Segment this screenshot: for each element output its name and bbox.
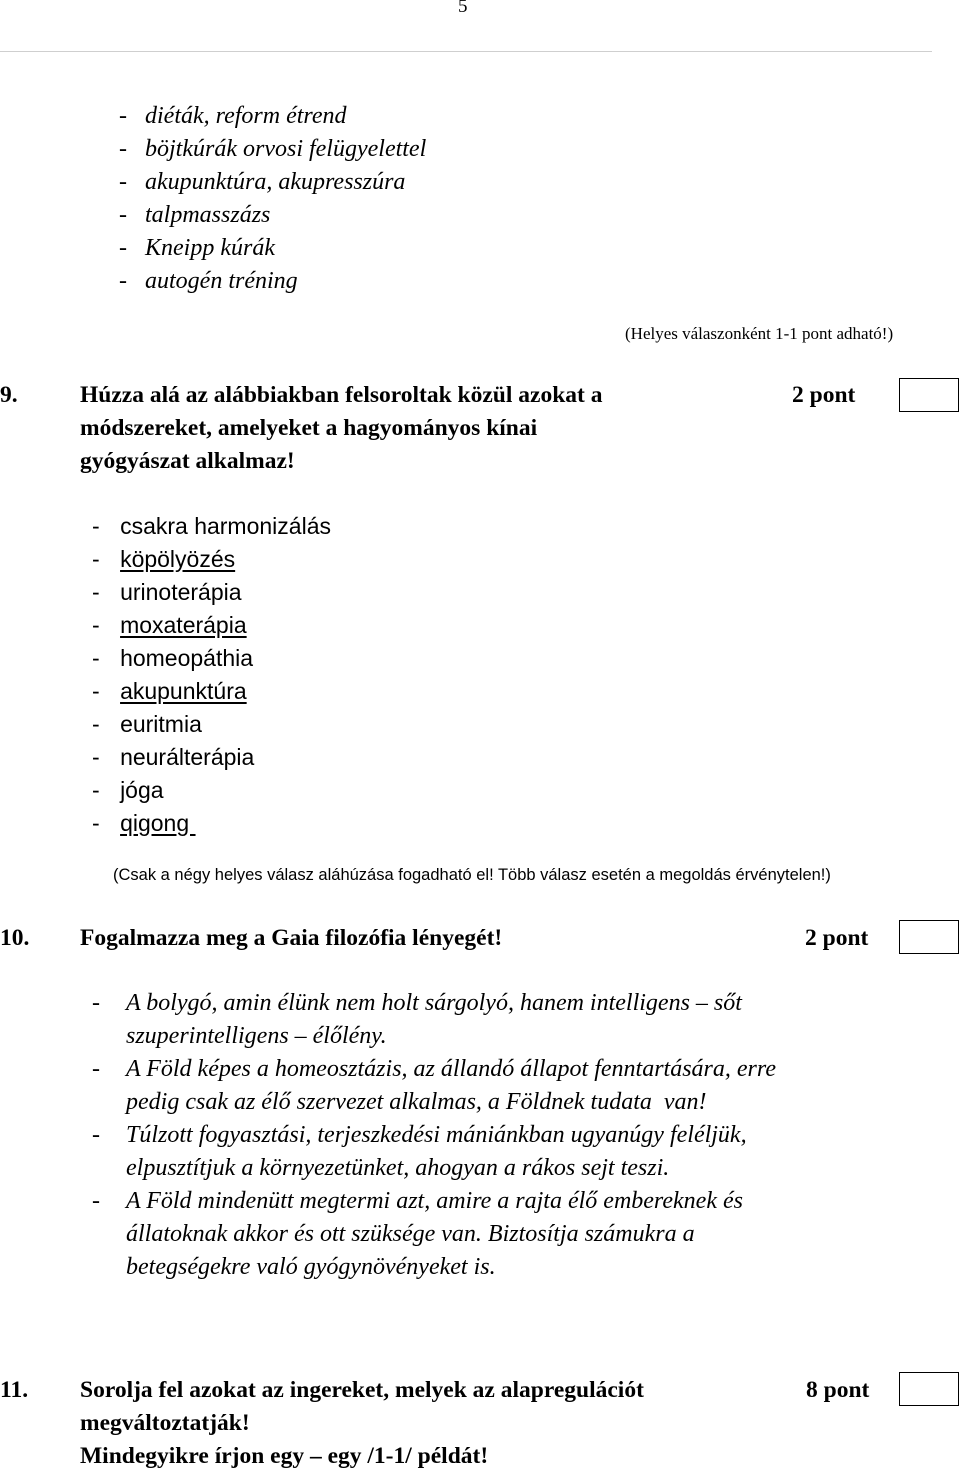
option-label: euritmia [120, 711, 202, 737]
question-text: Fogalmazza meg a Gaia filozófia lényegét! [80, 925, 503, 951]
score-box[interactable] [899, 920, 959, 954]
answer-line: pedig csak az élő szervezet alkalmas, a Földnek tudata van! [126, 1089, 707, 1115]
list-item-label: autogén tréning [145, 268, 298, 294]
answer-line: A Föld mindenütt megtermi azt, amire a rajta élő embereknek és [126, 1188, 743, 1214]
question-number: 9. [0, 382, 18, 408]
question-number: 10. [0, 925, 30, 951]
question-number: 11. [0, 1377, 29, 1403]
score-box[interactable] [899, 1372, 959, 1406]
option-item[interactable]: - köpölyözés [92, 546, 236, 572]
question-text: Mindegyikre írjon egy – egy /1-1/ példát! [80, 1443, 489, 1469]
page-number: 5 [458, 0, 468, 17]
option-item[interactable]: - csakra harmonizálás [92, 513, 331, 539]
header-rule [0, 51, 932, 52]
list-item: - talpmasszázs [119, 202, 271, 228]
answer-line: elpusztítjuk a környezetünket, ahogyan a rákos sejt teszi. [126, 1155, 670, 1181]
list-item-label: Kneipp kúrák [145, 235, 275, 261]
question-text: megváltoztatják! [80, 1410, 250, 1436]
list-item: - akupunktúra, akupresszúra [119, 169, 406, 195]
answer-line: A bolygó, amin élünk nem holt sárgolyó, hanem intelligens – sőt [126, 990, 742, 1016]
scoring-note: (Helyes válaszonként 1-1 pont adható!) [625, 324, 894, 343]
option-label: moxaterápia [120, 612, 247, 638]
list-item-label: böjtkúrák orvosi felügyelettel [145, 136, 427, 162]
answer-item: - [92, 1056, 100, 1082]
option-item[interactable]: - urinoterápia [92, 579, 242, 605]
answer-line: A Föld képes a homeosztázis, az állandó állapot fenntartására, erre [126, 1056, 776, 1082]
option-label: neurálterápia [120, 744, 255, 770]
option-item[interactable]: - homeopáthia [92, 645, 254, 671]
score-box[interactable] [899, 378, 959, 412]
list-item-label: diéták, reform étrend [145, 103, 347, 129]
answer-item: - [92, 1188, 100, 1214]
answer-item: - [92, 990, 100, 1016]
option-item[interactable]: - neurálterápia [92, 744, 255, 770]
option-item[interactable]: - akupunktúra [92, 678, 247, 704]
option-label: köpölyözés [120, 546, 236, 572]
answer-line: állatoknak akkor és ott szüksége van. Biztosítja számukra a [126, 1221, 695, 1247]
option-label: akupunktúra [120, 678, 247, 704]
answer-line: szuperintelligens – élőlény. [126, 1023, 387, 1049]
question-text: módszereket, amelyeket a hagyományos kínai [80, 415, 538, 441]
list-item: - diéták, reform étrend [119, 103, 347, 129]
list-item: - böjtkúrák orvosi felügyelettel [119, 136, 427, 162]
scoring-note: (Csak a négy helyes válasz aláhúzása fogadható el! Több válasz esetén a megoldás érvénytelen!) [113, 866, 831, 884]
option-label: qigong [120, 810, 196, 836]
question-points: 8 pont [806, 1377, 870, 1403]
option-label: urinoterápia [120, 579, 242, 605]
option-item[interactable]: - qigong [92, 810, 196, 836]
question-text: Húzza alá az alábbiakban felsoroltak közül azokat a [80, 382, 603, 408]
question-points: 2 pont [792, 382, 856, 408]
answer-line: Túlzott fogyasztási, terjeszkedési mániánkban ugyanúgy feléljük, [126, 1122, 747, 1148]
question-text: gyógyászat alkalmaz! [80, 448, 295, 474]
answer-item: - [92, 1122, 100, 1148]
list-item-label: akupunktúra, akupresszúra [145, 169, 406, 195]
list-item-label: talpmasszázs [145, 202, 271, 228]
option-item[interactable]: - euritmia [92, 711, 202, 737]
list-item: - autogén tréning [119, 268, 298, 294]
option-item[interactable]: - jóga [92, 777, 164, 803]
question-text: Sorolja fel azokat az ingereket, melyek az alapregulációt [80, 1377, 644, 1403]
answer-line: betegségekre való gyógynövényeket is. [126, 1254, 496, 1280]
option-label: jóga [120, 777, 164, 803]
option-label: homeopáthia [120, 645, 254, 671]
list-item: - Kneipp kúrák [119, 235, 275, 261]
option-item[interactable]: - moxaterápia [92, 612, 247, 638]
question-points: 2 pont [805, 925, 869, 951]
option-label: csakra harmonizálás [120, 513, 331, 539]
